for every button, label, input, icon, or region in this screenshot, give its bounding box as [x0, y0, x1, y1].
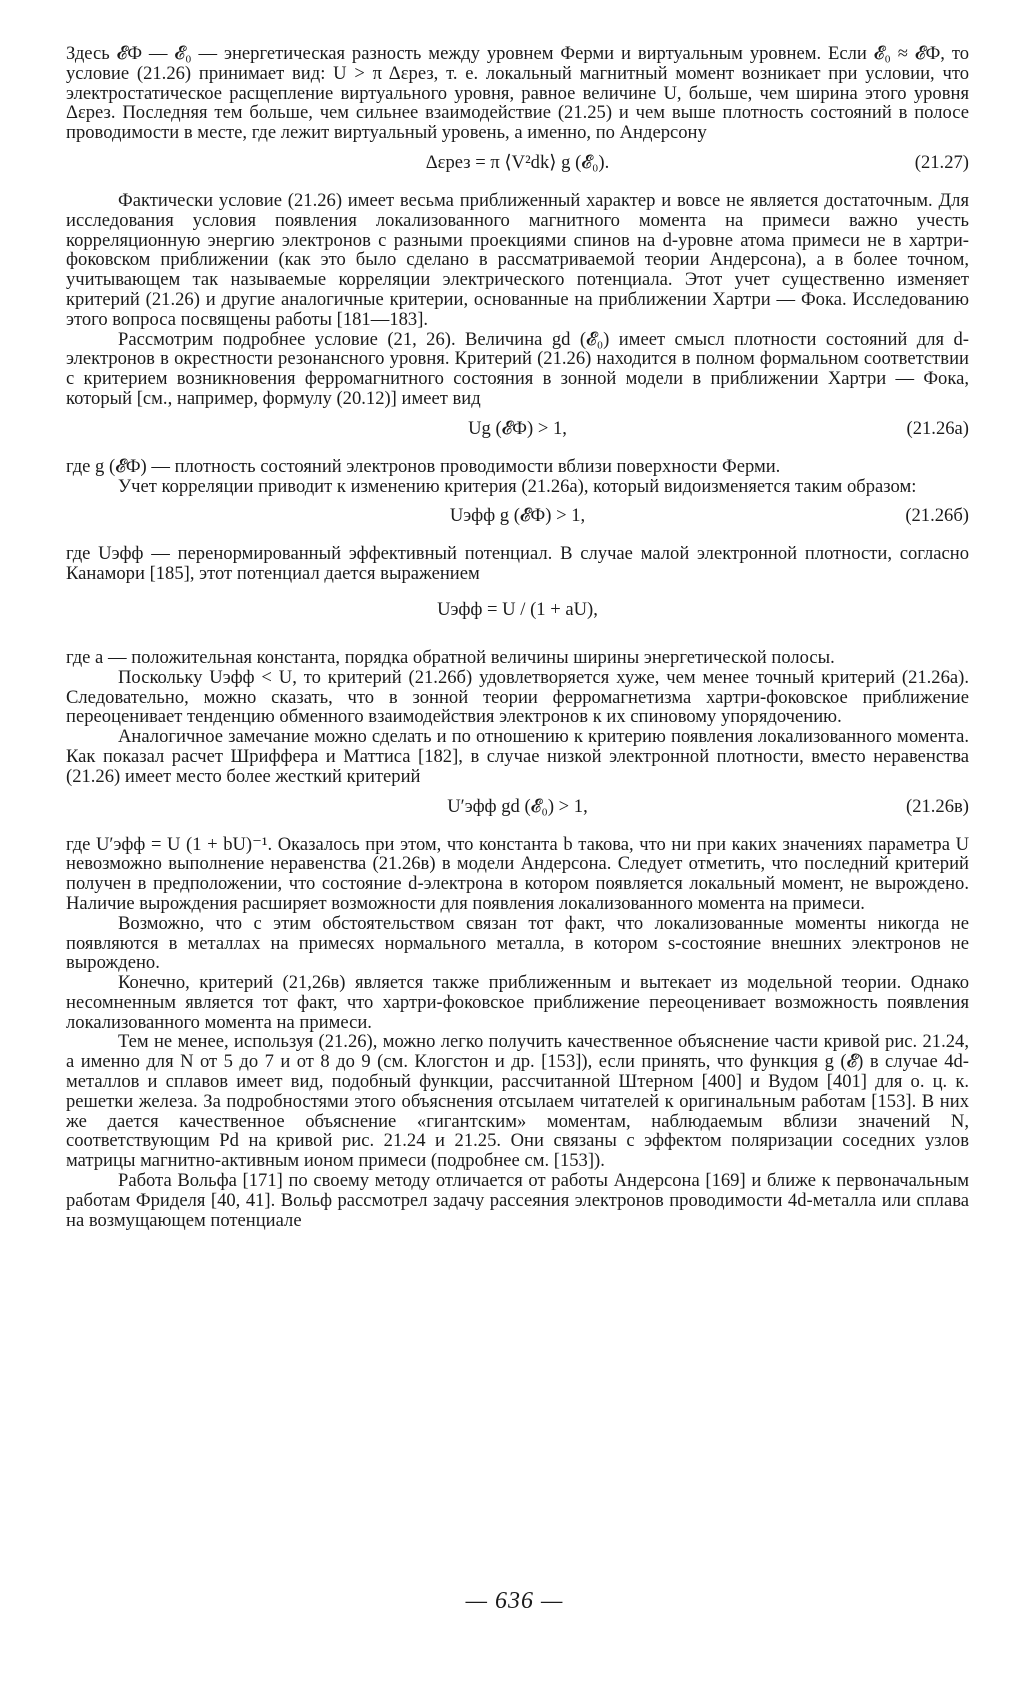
paragraph: Тем не менее, используя (21.26), можно легко получить качественное объяснение части кривой рис. 21.24, а именно для N от 5 до 7 и от 8 до 9 (см. Клогстон и др. [153]), если принять, что функция g (𝓔) в случае 4d-металлов и сплавов имеет вид, подобный функции, рассчитанной Штерном [400] и Вудом [401] для о. ц. к. решетки железа. За подробностями этого объяснения отсылаем читателей к оригинальным работам [153]. В них же дается качественное объяснение «гигантским» моментам, наблюдаемым вблизи значений N, соответствующим Pd на кривой рис. 21.24 и 21.25. Они связаны с эффектом поляризации соседних узлов матрицы магнитно-активным ионом примеси (подробнее см. [153]).: [66, 1031, 969, 1172]
paragraph: Работа Вольфа [171] по своему методу отличается от работы Андерсона [169] и ближе к первоначальным работам Фриделя [40, 41]. Вольф рассмотрел задачу рассеяния электронов проводимости 4d-металла или сплава на возмущающем потенциале: [66, 1170, 969, 1231]
paragraph: где Uэфф — перенормированный эффективный потенциал. В случае малой электронной плотности, согласно Канамори [185], этот потенциал дается выражением: [66, 543, 969, 585]
equation-number: (21.27): [914, 151, 969, 173]
equation: [66, 145, 969, 185]
equation-number: (21.26б): [905, 505, 969, 527]
page-number: — 636 —: [465, 1588, 564, 1614]
paragraph: где g (𝓔Ф) — плотность состояний электронов проводимости вблизи поверхности Ферми.: [66, 455, 781, 477]
equation: [66, 586, 969, 642]
paragraph: Возможно, что с этим обстоятельством связан тот факт, что локализованные моменты никогда не появляются в металлах на примесях нормального металла, в котором s-состояние внешних электронов не вырождено.: [66, 912, 969, 974]
equation-formula: Ug (𝓔Ф) > 1,: [468, 417, 567, 439]
equation-formula: Δεрез = π ⟨V²dk⟩ g (𝓔₀).: [425, 151, 610, 173]
equation-formula: Uэфф g (𝓔Ф) > 1,: [449, 505, 586, 527]
equation-formula: U′эфф gd (𝓔₀) > 1,: [447, 795, 588, 817]
paragraph: Аналогичное замечание можно сделать и по отношению к критерию появления локализованного момента. Как показал расчет Шриффера и Маттиса [182], в случае низкой электронной плотности, вместо неравенства (21.26) имеет место более жесткий критерий: [66, 726, 969, 787]
equation: [66, 789, 969, 829]
paragraph: Учет корреляции приводит к изменению критерия (21.26а), который видоизменяется таким образом:: [118, 475, 917, 497]
paragraph: Конечно, критерий (21,26в) является также приближенным и вытекает из модельной теории. Однако несомненным является тот факт, что хартри-фоковское приближение переоценивает возможность появления локализованного момента на примеси.: [66, 972, 969, 1033]
paragraph: где U′эфф = U (1 + bU)⁻¹. Оказалось при этом, что константа b такова, что ни при каких значениях параметра U невозможно выполнение неравенства (21.26в) в модели Андерсона. Следует отметить, что последний критерий получен в предположении, что состояние d-электрона в котором появляется локальный момент, не вырождено. Наличие вырождения расширяет возможности для появления локализованного момента на примеси.: [66, 833, 969, 914]
equation-number: (21.26в): [906, 795, 969, 817]
equation-formula: Uэфф = U / (1 + aU),: [437, 598, 598, 620]
paragraph: где a — положительная константа, порядка обратной величины ширины энергетической полосы.: [66, 646, 835, 668]
equation: [66, 498, 969, 538]
paragraph: Здесь 𝓔Ф — 𝓔₀ — энергетическая разность между уровнем Ферми и виртуальным уровнем. Если 𝓔₀ ≈ 𝓔Ф, то условие (21.26) принимает вид: U > π Δεрез, т. е. локальный магнитный момент возникает при условии, что электростатическое расщепление виртуального уровня, равное величине U, больше, чем ширина этого уровня Δεрез. Последняя тем больше, чем сильнее взаимодействие (21.25) и чем выше плотность состояний в полосе проводимости в месте, где лежит виртуальный уровень, а именно, по Андерсону: [66, 43, 969, 144]
text-body: [66, 44, 969, 1230]
paragraph: Поскольку Uэфф < U, то критерий (21.26б) удовлетворяется хуже, чем менее точный критерий (21.26а). Следовательно, можно сказать, что в зонной теории ферромагнетизма хартри-фоковское приближение переоценивает тенденцию обменного взаимодействия электронов к их спиновому упорядочению.: [66, 666, 969, 728]
paragraph: Фактически условие (21.26) имеет весьма приближенный характер и вовсе не является достаточным. Для исследования условия появления локализованного магнитного момента на примеси важно учесть корреляционную энергию электронов с разными проекциями спинов на d-уровне атома примеси не в хартри-фоковском приближении (как это было сделано в рассматриваемой теории Андерсона), а в более точном, учитывающем так называемые корреляции электрического потенциала. Этот учет существенно изменяет критерий (21.26) и другие аналогичные критерии, основанные на приближении Хартри — Фока. Исследованию этого вопроса посвящены работы [181—183].: [66, 189, 969, 330]
paragraph: Рассмотрим подробнее условие (21, 26). Величина gd (𝓔₀) имеет смысл плотности состояний для d-электронов в окрестности резонансного уровня. Критерий (21.26) находится в полном формальном соответствии с критерием возникновения ферромагнитного состояния в зонной модели в приближении Хартри — Фока, который [см., например, формулу (20.12)] имеет вид: [66, 328, 969, 409]
equation-number: (21.26а): [906, 417, 969, 439]
equation: [66, 411, 969, 451]
